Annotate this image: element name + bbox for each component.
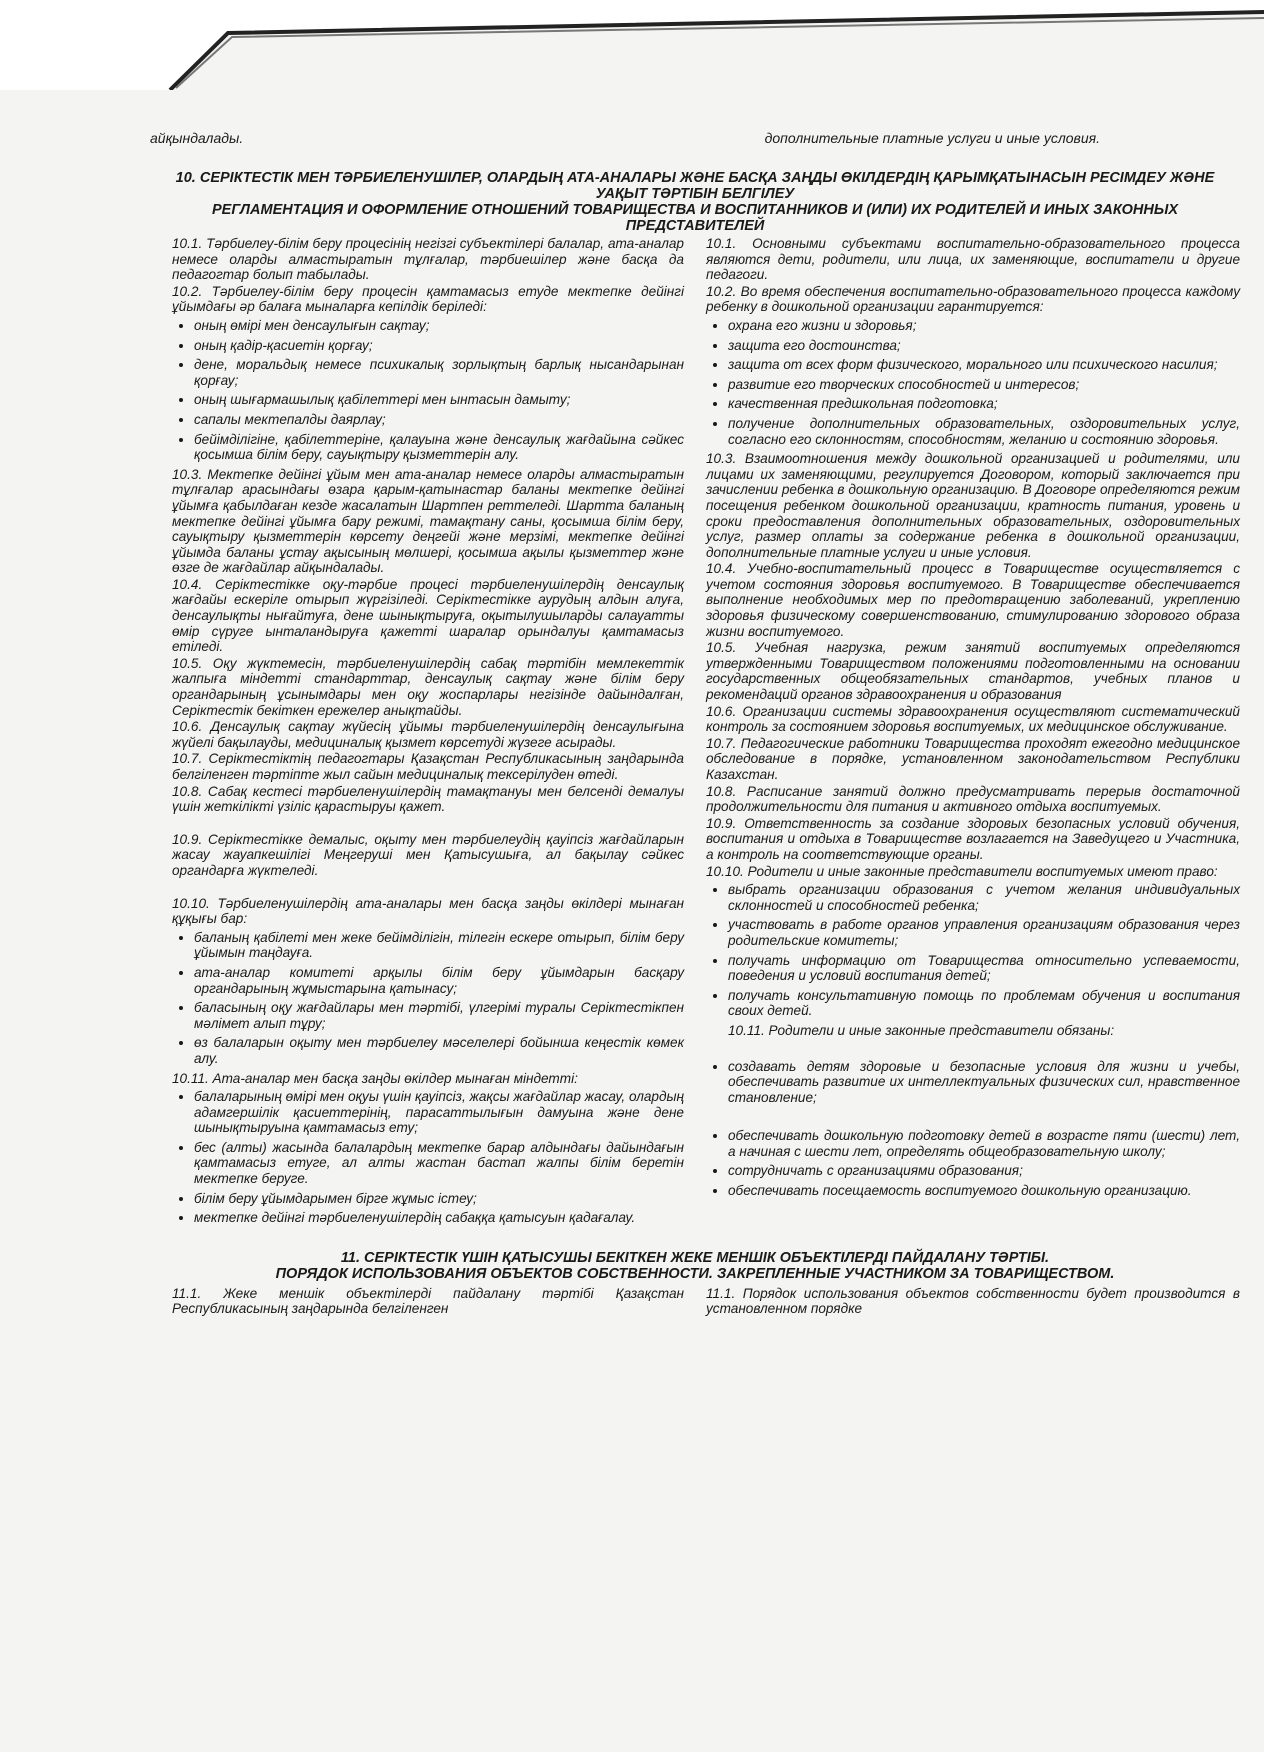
list-item: • оның өмірі мен денсаулығын сақтау; (194, 318, 684, 334)
carryover-line (150, 130, 1240, 146)
clause-ru-11-1: 11.1. Порядок использования объектов собственности будет производится в установленном порядке (706, 1285, 1240, 1317)
clause-ru-10-1: 10.1. Основными субъектами воспитательно-образовательного процесса являются дети, родители, или лица, их заменяющие, воспитатели и другие педагоги. (706, 236, 1240, 283)
clause-kz-11-1: 11.1. Жеке меншік объектілерді пайдалану тәртібі Қазақстан Республикасының заңдарында белгіленген (172, 1285, 684, 1317)
list-item: • дене, моральдық немесе психикалық зорлықтың барлық нысандарынан қорғау; (194, 357, 684, 388)
list-item: • өз балаларын оқыту мен тәрбиелеу мәселелері бойынша кеңестік көмек алу. (194, 1035, 684, 1066)
clause-kz-10-9: 10.9. Серіктестікке демалыс, оқыту мен тәрбиелеудің қауіпсіз жағдайларын жасау жауапкешілігі Меңгеруші мен Қатысушыға, ал бақылау сәйкес органдарға жүктеледі. (172, 831, 684, 878)
page-fold-shadow (0, 0, 1264, 90)
clause-kz-10-1: 10.1. Тәрбиелеу-білім беру процесінің негізгі субъектілері балалар, ата-аналар немесе оларды алмастыратын тұлғалар, тәрбиешілер және басқа да педагогтар болып табылады. (172, 236, 684, 283)
rights-list-ru (706, 882, 1240, 1019)
clause-kz-10-7: 10.7. Серіктестіктің педагогтары Қазақстан Республикасының заңдарында белгіленген тәртіпте жыл сайын медициналық тексерілуден өтеді. (172, 751, 684, 782)
section-10-heading-kz: 10. СЕРІКТЕСТІК МЕН ТӘРБИЕЛЕНУШІЛЕР, ОЛАРДЫҢ АТА-АНАЛАРЫ ЖӘНЕ БАСҚА ЗАҢДЫ ӨКІЛДЕРДІҢ ҚАРЫМҚАТЫНАСЫН РЕСІМДЕУ ЖӘНЕ УАҚЫТ ТӘРТІБІН БЕЛГІЛЕУ (175, 170, 1215, 202)
document-page (150, 130, 1240, 1317)
list-item: • создавать детям здоровые и безопасные условия для жизни и учебы, обеспечивать развитие их интеллектуальных физических сил, нравственное становление; (728, 1059, 1240, 1106)
list-item: • получение дополнительных образовательных, оздоровительных услуг, согласно его склонностям, способностям, желанию и состоянию здоровья. (728, 416, 1240, 447)
clause-kz-10-6: 10.6. Денсаулық сақтау жүйесің ұйымы тәрбиеленушілердің денсаулығына жүйелі бақылауды, медициналық қызмет көрсетуді жүзеге асырады. (172, 719, 684, 750)
section-11-heading-ru: ПОРЯДОК ИСПОЛЬЗОВАНИЯ ОБЪЕКТОВ СОБСТВЕННОСТИ. ЗАКРЕПЛЕННЫЕ УЧАСТНИКОМ ЗА ТОВАРИЩЕСТВОМ. (275, 1265, 1115, 1282)
clause-kz-10-8: 10.8. Сабақ кестесі тәрбиеленушілердің тамақтануы мен белсенді демалуы үшін жеткілікті үзіліс қарастыруы қажет. (172, 783, 684, 815)
clause-ru-10-6: 10.6. Организации системы здравоохранения осуществляют систематический контроль за состоянием здоровья воспитуемых, их медицинское обслуживание. (706, 703, 1240, 735)
clause-ru-10-10: 10.10. Родители и иные законные представители воспитуемых имеют право: (706, 863, 1218, 879)
clause-ru-10-2: 10.2. Во время обеспечения воспитательно-образовательного процесса каждому ребенку в дошкольной организации гарантируется: (706, 283, 1240, 315)
list-item: • баланың қабілеті мен жеке бейімділігін, тілегін ескере отырып, білім беру ұйымын таңдауға. (194, 930, 684, 961)
list-item: • ата-аналар комитеті арқылы білім беру ұйымдарын басқару органдарының жұмыстарына қатынасу; (194, 965, 684, 996)
list-item: • участвовать в работе органов управления организациям образования через родительские комитеты; (728, 917, 1240, 948)
clause-ru-10-3: 10.3. Взаимоотношения между дошкольной организацией и родителями, или лицами их заменяющими, регулируется Договором, который заключается при зачислении ребенка в дошкольную организацию. В Договоре определяются режим посещения ребенком дошкольной организации, кратность питания, уровень и сроки предоставления дополнительных образовательных, оздоровительных услуг, размер оплаты за содержание ребенка в дошкольной организации, дополнительные платные услуги и иные условия. (706, 451, 1240, 560)
duties-list-ru-a (706, 1059, 1240, 1106)
list-item: • бес (алты) жасында балалардың мектепке барар алдындағы дайындағын қамтамасыз етуге, ал алты жастан бастап жалпы білім беретін мектепке беруге. (194, 1140, 684, 1187)
clause-ru-10-4: 10.4. Учебно-воспитательный процесс в Товариществе осуществляется с учетом состояния здоровья воспитуемого. В Товариществе обеспечивается выполнение необходимых мер по предотвращению заболеваний, укреплению здоровья физическому совершенствованию, стимулированию здорового образа жизни воспитуемого. (706, 561, 1240, 639)
rights-list-kz (172, 930, 684, 1067)
section-11-heading-kz: 11. СЕРІКТЕСТІК ҮШІН ҚАТЫСУШЫ БЕКІТКЕН ЖЕКЕ МЕНШІК ОБЪЕКТІЛЕРДІ ПАЙДАЛАНУ ТӘРТІБІ. (340, 1249, 1050, 1266)
clause-ru-10-5: 10.5. Учебная нагрузка, режим занятий воспитуемых определяются утвержденными Товариществом положениями подготовленными на основании государственных общеобязательных стандартов, учебных планов и рекомендаций органов здравоохранения и образования (706, 640, 1240, 703)
clause-ru-10-9: 10.9. Ответственность за создание здоровых безопасных условий обучения, воспитания и отдыха в Товариществе возлагается на Заведущего и Участника, а контроль на соответствующие органы. (706, 815, 1240, 862)
duties-list-kz (172, 1089, 684, 1226)
list-item: • развитие его творческих способностей и интересов; (728, 377, 1240, 393)
carryover-left: айқындалады. (150, 130, 244, 146)
guarantees-list-kz (172, 318, 684, 463)
clause-kz-10-11: 10.11. Ата-аналар мен басқа заңды өкілдер мынаған міндетті: (172, 1070, 578, 1086)
clause-ru-10-7: 10.7. Педагогические работники Товарищества проходят ежегодно медицинское обследование в порядке, установленном законодательством Республики Казахстан. (706, 735, 1240, 782)
clause-ru-10-11: 10.11. Родители и иные законные представители обязаны: (728, 1022, 1115, 1038)
guarantees-list-ru (706, 318, 1240, 447)
list-item: • обеспечивать дошкольную подготовку детей в возрасте пяти (шести) лет, а начиная с шести лет, определять общеобразовательную школу; (728, 1128, 1240, 1159)
clause-kz-10-5: 10.5. Оқу жүктемесін, тәрбиеленушілердің сабақ тәртібін мемлекеттік жалпыға міндетті стандарттар, денсаулық сақтау және білім беру органдарының ұсынымдары мен оқу жоспарлары негізінде дайындалған, Серіктестік бекіткен ережелер анықтайды. (172, 655, 684, 718)
list-item: • охрана его жизни и здоровья; (728, 318, 1240, 334)
clause-kz-10-3: 10.3. Мектепке дейінгі ұйым мен ата-аналар немесе оларды алмастыратын тұлғалар арасындағы өзара қарым-қатынастар баланы мектепке дейінгі ұйымға қабылдаған кезде жасалатын Шартпен реттеледі. Шартта баланың мектепке дейінгі ұйымға бару режимі, тамақтану саны, қосымша білім беру, сауықтыру қызметтерін көрсету деңгейі және мерзімі, мектепке дейінгі ұйымда баланы ұстау ақысының мөлшері, қосымша ақылы қызметтер және өзге де жағдайлар айқындалады. (172, 466, 684, 576)
clause-ru-10-8: 10.8. Расписание занятий должно предусматривать перерыв достаточной продолжительности для питания и активного отдыха воспитуемых. (706, 783, 1240, 815)
list-item: • білім беру ұйымдарымен бірге жұмыс істеу; (194, 1191, 684, 1207)
list-item: • баласының оқу жағдайлары мен тәртібі, үлгерімі туралы Серіктестікпен мәлімет алып тұру; (194, 1000, 684, 1031)
list-item: • получать консультативную помощь по проблемам обучения и воспитания своих детей. (728, 988, 1240, 1019)
russian-column (706, 236, 1240, 1230)
list-item: • оның шығармашылық қабілеттері мен ынтасын дамыту; (194, 392, 684, 408)
list-item: • качественная предшкольная подготовка; (728, 396, 1240, 412)
list-item: • балаларының өмірі мен оқуы үшін қауіпсіз, жақсы жағдайлар жасау, олардың адамгершілік қасиеттерінің, парасаттылығын дамуына және дене шынықтыруына қамтамасыз ету; (194, 1089, 684, 1136)
list-item: • защита от всех форм физического, морального или психического насилия; (728, 357, 1240, 373)
list-item: • защита его достоинства; (728, 338, 1240, 354)
list-item: • сотрудничать с организациями образования; (728, 1163, 1240, 1179)
kazakh-column (150, 236, 684, 1230)
clause-kz-10-10: 10.10. Тәрбиеленушілердің ата-аналары мен басқа заңды өкілдері мынаған құқығы бар: (172, 895, 684, 927)
clause-kz-10-4: 10.4. Серіктестікке оқу-тәрбие процесі тәрбиеленушілердің денсаулық жағдайы ескеріле отырып жүргізіледі. Серіктестікке аурудың алдын алуға, денсаулықты нығайтуға, дене шынықтыруға, оқытылушыларды салауатты өмір сүруге ынталандыруға қажетті шаралар орындалуы қамтамасыз етіледі. (172, 576, 684, 655)
clause-kz-10-2: 10.2. Тәрбиелеу-білім беру процесін қамтамасыз етуде мектепке дейінгі ұйымдағы әр балаға мыналарға кепілдік беріледі: (172, 283, 684, 315)
carryover-right: дополнительные платные услуги и иные условия. (764, 130, 1100, 146)
list-item: • сапалы мектепалды даярлау; (194, 412, 684, 428)
list-item: • мектепке дейінгі тәрбиеленушілердің сабаққа қатысуын қадағалау. (194, 1210, 684, 1226)
section-10-heading-ru: РЕГЛАМЕНТАЦИЯ И ОФОРМЛЕНИЕ ОТНОШЕНИЙ ТОВАРИЩЕСТВА И ВОСПИТАННИКОВ И (ИЛИ) ИХ РОДИТЕЛЕЙ И ИНЫХ ЗАКОННЫХ ПРЕДСТАВИТЕЛЕЙ (212, 202, 1178, 234)
list-item: • обеспечивать посещаемость воспитуемого дошкольную организацию. (728, 1183, 1240, 1199)
list-item: • получать информацию от Товарищества относительно успеваемости, поведения и условий воспитания детей; (728, 953, 1240, 984)
list-item: • бейімділігіне, қабілеттеріне, қалауына және денсаулық жағдайына сәйкес қосымша білім беру, сауықтыру қызметтерін алу. (194, 432, 684, 463)
two-column-body (150, 236, 1240, 1230)
list-item: • выбрать организации образования с учетом желания индивидуальных склонностей и способностей ребенка; (728, 882, 1240, 913)
duties-list-ru-b (706, 1128, 1240, 1198)
section-11-body (150, 1286, 1240, 1317)
list-item: • оның қадір-қасиетін қорғау; (194, 338, 684, 354)
